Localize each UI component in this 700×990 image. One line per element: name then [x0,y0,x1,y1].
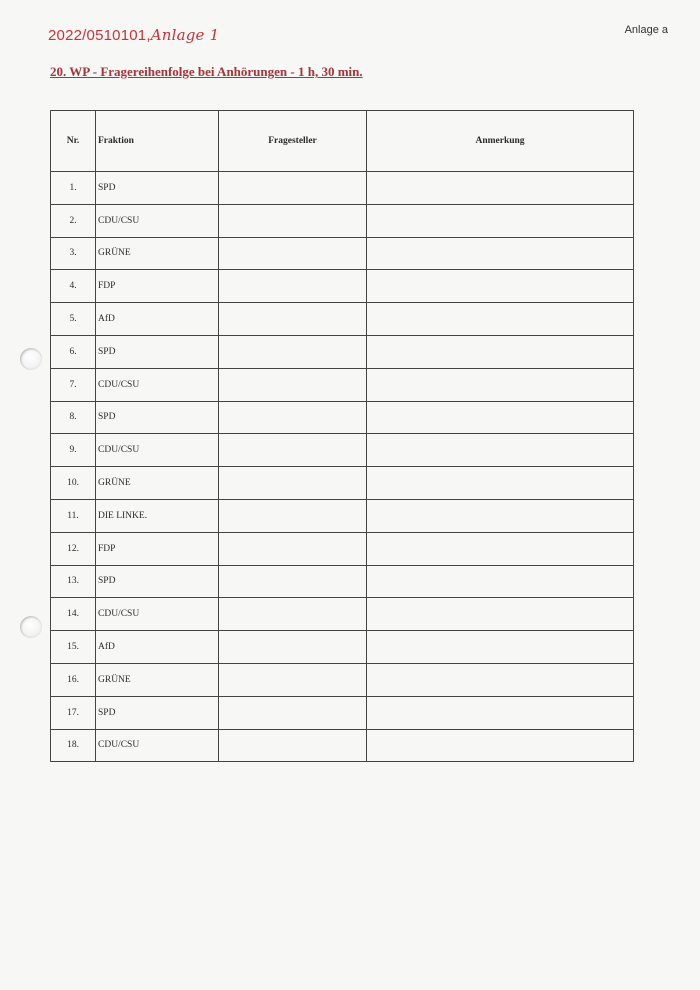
row-number: 13. [51,565,96,598]
row-fragesteller [219,401,367,434]
row-fraktion: FDP [96,532,219,565]
row-number: 5. [51,303,96,336]
row-anmerkung [367,335,634,368]
question-order-table [50,110,634,762]
table-header-row [51,111,634,172]
row-fraktion: FDP [96,270,219,303]
document-title: 20. WP - Fragereihenfolge bei Anhörungen - 1 h, 30 min. [50,64,363,79]
row-anmerkung [367,434,634,467]
row-anmerkung [367,565,634,598]
table-row [51,696,634,729]
row-fraktion: SPD [96,172,219,205]
row-number: 15. [51,631,96,664]
row-anmerkung [367,532,634,565]
table-row [51,204,634,237]
row-anmerkung [367,696,634,729]
row-fragesteller [219,237,367,270]
row-fragesteller [219,434,367,467]
row-anmerkung [367,368,634,401]
row-fragesteller [219,270,367,303]
column-header-fragesteller: Fragesteller [219,111,367,172]
row-anmerkung [367,467,634,500]
row-anmerkung [367,499,634,532]
row-anmerkung [367,598,634,631]
row-fraktion: DIE LINKE. [96,499,219,532]
row-anmerkung [367,204,634,237]
row-fraktion: CDU/CSU [96,204,219,237]
row-fraktion: AfD [96,631,219,664]
row-fragesteller [219,532,367,565]
row-fragesteller [219,598,367,631]
row-number: 1. [51,172,96,205]
table-row [51,172,634,205]
row-anmerkung [367,401,634,434]
punch-hole-upper [20,348,42,370]
row-fraktion: CDU/CSU [96,598,219,631]
table-row [51,303,634,336]
column-header-anmerkung: Anmerkung [367,111,634,172]
table-row [51,663,634,696]
row-fragesteller [219,368,367,401]
row-fraktion: SPD [96,565,219,598]
handwritten-annex-note: Anlage 1 [150,26,220,44]
table-row [51,335,634,368]
table-row [51,729,634,762]
table-row [51,270,634,303]
row-fragesteller [219,303,367,336]
row-number: 8. [51,401,96,434]
row-number: 10. [51,467,96,500]
row-fragesteller [219,696,367,729]
row-anmerkung [367,237,634,270]
row-anmerkung [367,631,634,664]
row-fragesteller [219,172,367,205]
table-row [51,368,634,401]
row-number: 7. [51,368,96,401]
row-number: 3. [51,237,96,270]
table-row [51,401,634,434]
table-row [51,565,634,598]
row-anmerkung [367,663,634,696]
row-fraktion: CDU/CSU [96,368,219,401]
row-number: 16. [51,663,96,696]
row-number: 2. [51,204,96,237]
row-number: 4. [51,270,96,303]
row-fraktion: SPD [96,401,219,434]
row-number: 12. [51,532,96,565]
row-fraktion: SPD [96,335,219,368]
table-row [51,499,634,532]
row-fraktion: CDU/CSU [96,434,219,467]
row-fraktion: SPD [96,696,219,729]
row-fragesteller [219,467,367,500]
row-fraktion: CDU/CSU [96,729,219,762]
row-anmerkung [367,729,634,762]
row-number: 6. [51,335,96,368]
annex-label: Anlage a [624,24,668,36]
row-fragesteller [219,499,367,532]
row-fragesteller [219,204,367,237]
table-row [51,631,634,664]
row-number: 14. [51,598,96,631]
row-number: 11. [51,499,96,532]
row-fraktion: GRÜNE [96,663,219,696]
row-fraktion: GRÜNE [96,467,219,500]
row-anmerkung [367,303,634,336]
row-fragesteller [219,335,367,368]
row-fraktion: AfD [96,303,219,336]
row-fraktion: GRÜNE [96,237,219,270]
row-number: 9. [51,434,96,467]
column-header-fraktion: Fraktion [96,111,219,172]
table-row [51,532,634,565]
row-anmerkung [367,270,634,303]
table-row [51,434,634,467]
row-number: 17. [51,696,96,729]
document-id: 2022/0510101, [48,27,151,44]
punch-hole-lower [20,616,42,638]
table-row [51,237,634,270]
table-row [51,598,634,631]
row-fragesteller [219,631,367,664]
row-number: 18. [51,729,96,762]
row-fragesteller [219,565,367,598]
document-id-stamp [48,26,219,44]
row-anmerkung [367,172,634,205]
column-header-nr: Nr. [51,111,96,172]
row-fragesteller [219,729,367,762]
row-fragesteller [219,663,367,696]
table-row [51,467,634,500]
